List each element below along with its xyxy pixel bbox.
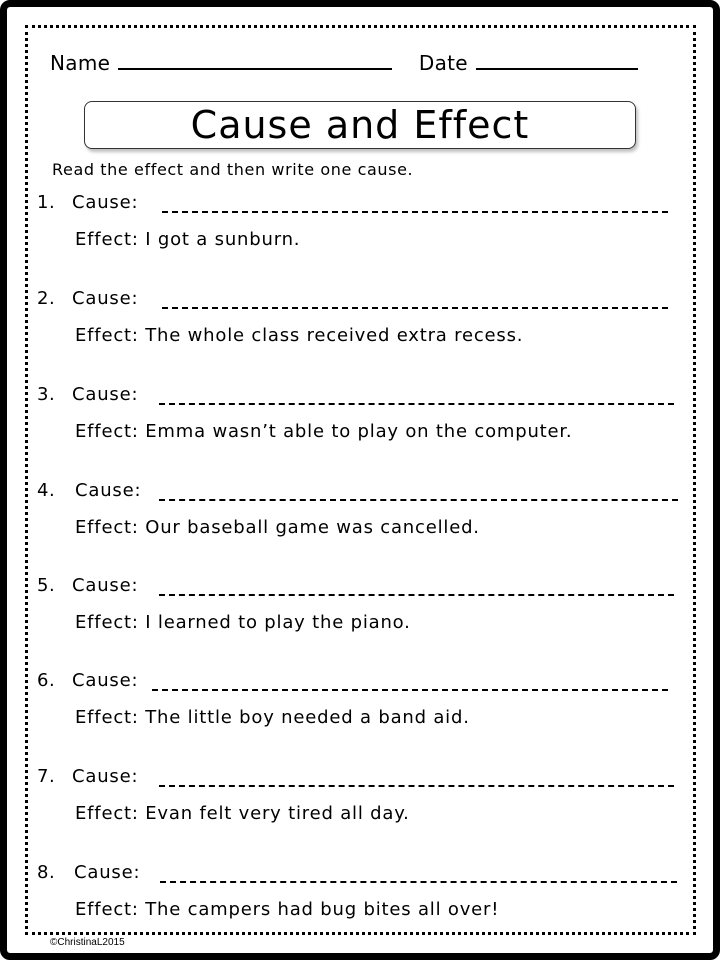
- question-item-7: [37, 766, 677, 862]
- effect-text: Effect: The little boy needed a band aid.: [75, 707, 470, 728]
- cause-answer-line[interactable]: [159, 594, 674, 596]
- cause-answer-line[interactable]: [159, 785, 674, 787]
- item-number: 3.: [37, 384, 56, 405]
- item-number: 4.: [37, 480, 56, 501]
- item-number: 1.: [37, 192, 56, 213]
- effect-text: Effect: The whole class received extra recess.: [75, 325, 524, 346]
- name-date-row: [50, 50, 638, 75]
- cause-answer-line[interactable]: [152, 689, 668, 691]
- question-item-3: [37, 384, 677, 480]
- question-item-4: [37, 480, 677, 576]
- instructions: Read the effect and then write one cause.: [52, 160, 414, 179]
- item-number: 5.: [37, 575, 56, 596]
- title-box: [84, 101, 636, 149]
- effect-text: Effect: The campers had bug bites all over!: [75, 899, 500, 920]
- cause-answer-line[interactable]: [162, 307, 668, 309]
- cause-label: Cause:: [72, 288, 139, 309]
- effect-text: Effect: Our baseball game was cancelled.: [75, 517, 480, 538]
- question-item-1: [37, 192, 677, 288]
- name-field[interactable]: [118, 50, 392, 70]
- effect-text: Effect: Emma wasn’t able to play on the computer.: [75, 421, 573, 442]
- question-item-6: [37, 670, 677, 766]
- item-number: 8.: [37, 862, 56, 883]
- effect-text: Effect: I got a sunburn.: [75, 229, 301, 250]
- worksheet-title: Cause and Effect: [190, 103, 530, 147]
- cause-answer-line[interactable]: [162, 211, 668, 213]
- question-item-2: [37, 288, 677, 384]
- date-field[interactable]: [476, 50, 638, 70]
- cause-label: Cause:: [75, 480, 142, 501]
- cause-label: Cause:: [72, 766, 139, 787]
- cause-answer-line[interactable]: [160, 881, 677, 883]
- copyright-notice: ©ChristinaL2015: [50, 937, 125, 948]
- name-label: Name: [50, 51, 111, 75]
- cause-label: Cause:: [72, 670, 139, 691]
- date-label: Date: [418, 51, 468, 75]
- item-number: 7.: [37, 766, 56, 787]
- cause-label: Cause:: [74, 862, 141, 883]
- cause-label: Cause:: [72, 384, 139, 405]
- item-number: 6.: [37, 670, 56, 691]
- effect-text: Effect: Evan felt very tired all day.: [75, 803, 410, 824]
- question-item-5: [37, 575, 677, 671]
- item-number: 2.: [37, 288, 56, 309]
- question-item-8: [37, 862, 677, 958]
- cause-answer-line[interactable]: [159, 403, 674, 405]
- cause-label: Cause:: [72, 575, 139, 596]
- cause-label: Cause:: [72, 192, 139, 213]
- cause-answer-line[interactable]: [159, 499, 678, 501]
- effect-text: Effect: I learned to play the piano.: [75, 612, 411, 633]
